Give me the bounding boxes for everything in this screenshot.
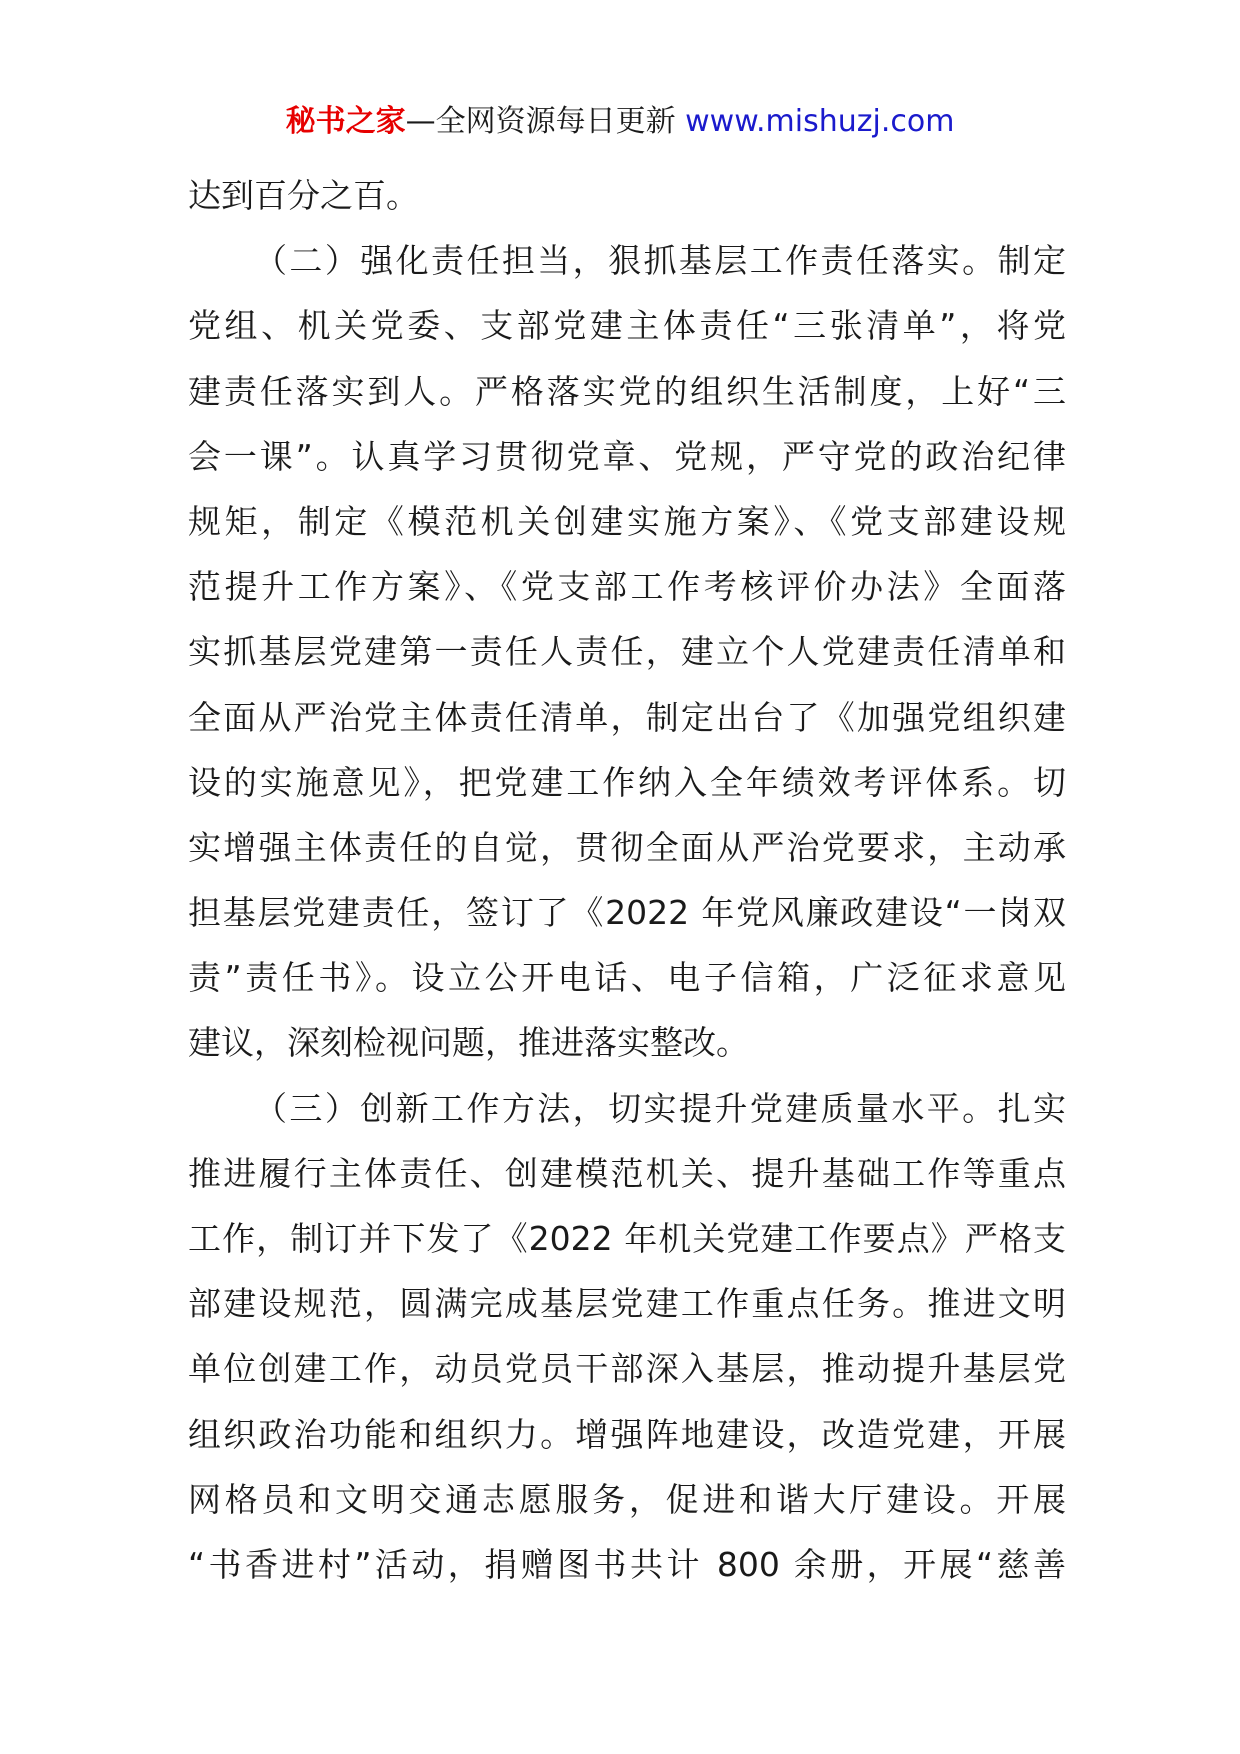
text-line: 规矩，制定《模范机关创建实施方案》、《党支部建设规 (188, 501, 1066, 541)
text-line: 工作，制订并下发了《2022 年机关党建工作要点》严格支 (188, 1219, 1066, 1258)
text-line: 推进履行主体责任、创建模范机关、提升基础工作等重点 (188, 1153, 1066, 1193)
text-line: 设的实施意见》，把党建工作纳入全年绩效考评体系。切 (188, 762, 1066, 802)
text-line: “书香进村”活动，捐赠图书共计 800 余册，开展“慈善 (188, 1544, 1066, 1584)
site-tagline: —全网资源每日更新 (405, 104, 686, 139)
text-line: 网格员和文明交通志愿服务，促进和谐大厅建设。开展 (188, 1479, 1066, 1519)
text-line: （二）强化责任担当，狠抓基层工作责任落实。制定 (254, 241, 1066, 281)
text-line: 全面从严治党主体责任清单，制定出台了《加强党组织建 (188, 697, 1066, 737)
text-line: 达到百分之百。 (188, 176, 419, 215)
site-header (0, 100, 1240, 144)
text-line: 会一课”。认真学习贯彻党章、党规，严守党的政治纪律 (188, 436, 1066, 476)
text-line: 责”责任书》。设立公开电话、电子信箱，广泛征求意见 (188, 958, 1066, 998)
text-line: 担基层党建责任，签订了《2022 年党风廉政建设“一岗双 (188, 893, 1066, 933)
text-line: 建责任落实到人。严格落实党的组织生活制度，上好“三 (188, 371, 1066, 411)
text-line: 单位创建工作，动员党员干部深入基层，推动提升基层党 (188, 1349, 1066, 1389)
text-line: 建议，深刻检视问题，推进落实整改。 (188, 1023, 749, 1063)
site-brand: 秘书之家 (285, 104, 406, 139)
text-line: 实增强主体责任的自觉，贯彻全面从严治党要求，主动承 (188, 827, 1066, 867)
text-line: 部建设规范，圆满完成基层党建工作重点任务。推进文明 (188, 1284, 1066, 1324)
site-url[interactable]: www.mishuzj.com (685, 104, 955, 139)
text-line: 组织政治功能和组织力。增强阵地建设，改造党建，开展 (188, 1414, 1066, 1454)
text-line: 实抓基层党建第一责任人责任，建立个人党建责任清单和 (188, 632, 1066, 672)
text-line: 党组、机关党委、支部党建主体责任“三张清单”，将党 (188, 306, 1066, 346)
document-body (188, 163, 1066, 1597)
text-line: （三）创新工作方法，切实提升党建质量水平。扎实 (254, 1088, 1066, 1128)
text-line: 范提升工作方案》、《党支部工作考核评价办法》全面落 (188, 567, 1066, 607)
